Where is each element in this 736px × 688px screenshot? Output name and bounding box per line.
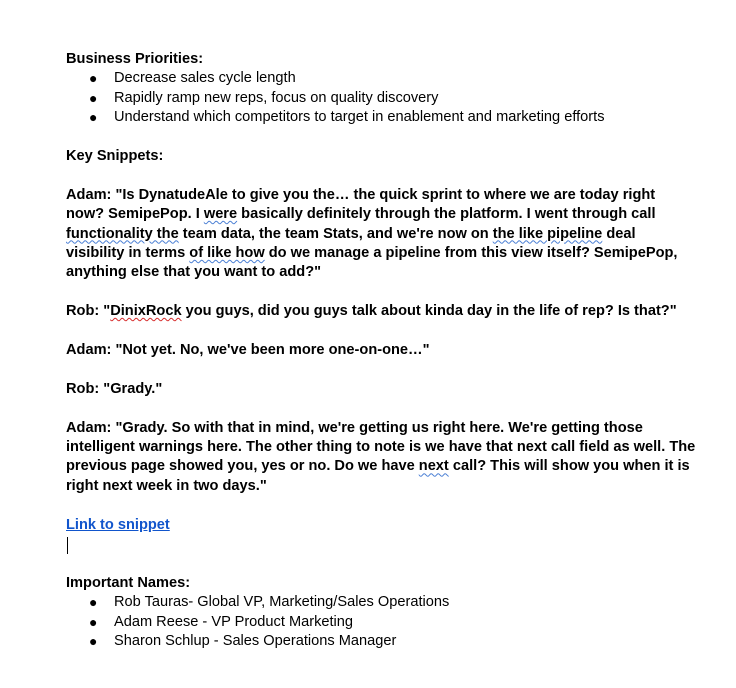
- grammar-suggestion[interactable]: functionality the: [66, 225, 179, 242]
- list-item: [66, 108, 696, 127]
- snippet-quote-3: Adam: "Not yet. No, we've been more one-on-one…": [66, 342, 430, 359]
- text-cursor-line[interactable]: [66, 535, 696, 554]
- list-item: [66, 632, 696, 651]
- bullet-icon: ●: [89, 633, 98, 650]
- bullet-icon: ●: [89, 594, 98, 611]
- snippet-quote-5: Adam: "Grady. So with that in mind, we're getting us right here. We're getting those intelligent warnings here. The other thing to note is we have that next call field as well. The previous page showed you, yes or no. Do we have next call? This will show you when it is right next week in two days.": [66, 419, 696, 494]
- business-priorities-list: [66, 69, 696, 127]
- spelling-error[interactable]: DinixRock: [110, 303, 182, 320]
- bullet-icon: ●: [89, 89, 98, 106]
- important-names-list: [66, 593, 696, 651]
- bullet-icon: ●: [89, 613, 98, 630]
- snippet-quote-2: Rob: "DinixRock you guys, did you guys talk about kinda day in the life of rep? Is that?": [66, 303, 677, 320]
- document-body[interactable]: [66, 50, 696, 651]
- list-item: [66, 613, 696, 632]
- list-item: [66, 69, 696, 88]
- grammar-suggestion[interactable]: the like pipeline: [492, 225, 603, 242]
- important-names-heading: Important Names:: [66, 574, 191, 591]
- bullet-icon: ●: [89, 70, 98, 87]
- business-priorities-heading: Business Priorities:: [66, 51, 204, 67]
- list-item: [66, 89, 696, 108]
- list-item-text: Adam Reese - VP Product Marketing: [114, 613, 354, 630]
- grammar-suggestion[interactable]: were: [203, 206, 238, 223]
- snippet-quote-1: Adam: "Is DynatudeAle to give you the… the quick sprint to where we are today right now? SemipePop. I were basically definitely through the platform. I went through call functionality the team data, the team Stats, and we're now on the like pipeline deal visibility in terms of like how do we manage a pipeline from this view itself? SemipePop, anything else that you want to add?": [66, 186, 678, 281]
- link-to-snippet[interactable]: Link to snippet: [66, 516, 170, 533]
- grammar-suggestion[interactable]: of like how: [189, 245, 265, 262]
- list-item-text: Decrease sales cycle length: [114, 70, 296, 87]
- list-item: [66, 593, 696, 612]
- bullet-icon: ●: [89, 109, 98, 126]
- list-item-text: Understand which competitors to target in enablement and marketing efforts: [114, 109, 605, 126]
- list-item-text: Rapidly ramp new reps, focus on quality discovery: [114, 89, 439, 106]
- key-snippets-heading: Key Snippets:: [66, 148, 164, 165]
- grammar-suggestion[interactable]: next: [418, 458, 449, 475]
- snippet-quote-4: Rob: "Grady.": [66, 380, 163, 397]
- text-cursor: [67, 537, 68, 554]
- list-item-text: Rob Tauras- Global VP, Marketing/Sales Operations: [114, 594, 450, 611]
- list-item-text: Sharon Schlup - Sales Operations Manager: [114, 633, 397, 650]
